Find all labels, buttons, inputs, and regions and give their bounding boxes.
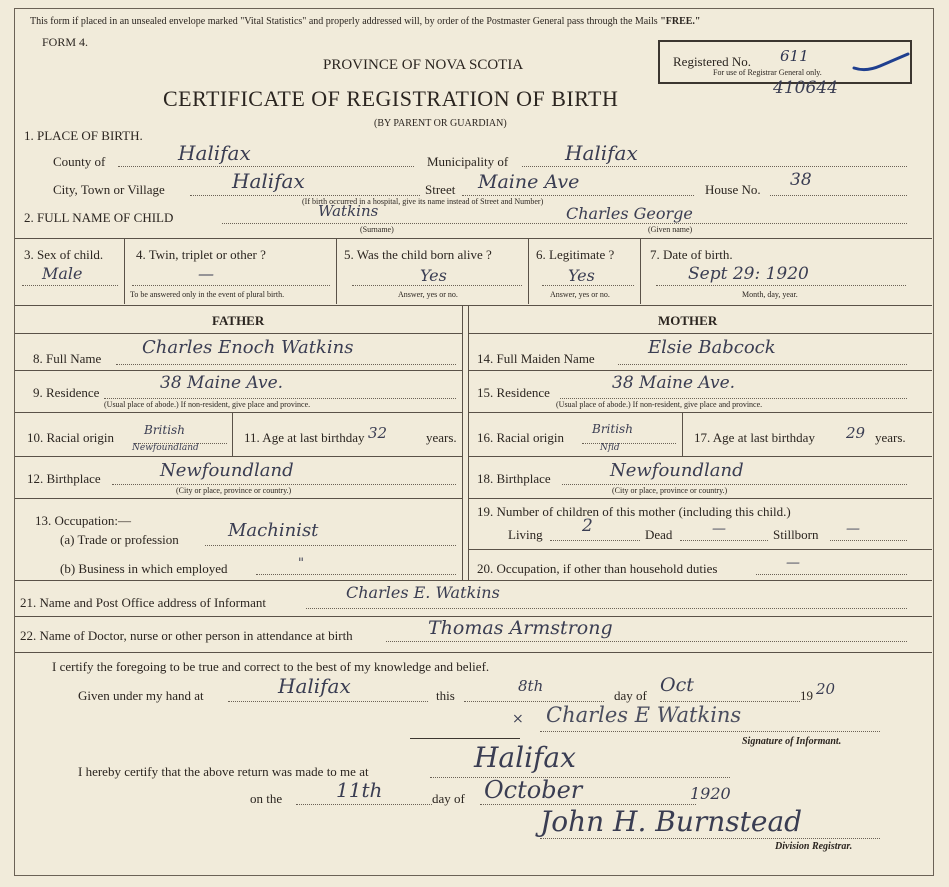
province-heading: PROVINCE OF NOVA SCOTIA: [323, 57, 524, 73]
alive-value: Yes: [420, 266, 447, 285]
street-value: Maine Ave: [478, 171, 580, 193]
municipality-label: Municipality of: [427, 154, 509, 169]
father-age-value: 32: [368, 424, 388, 442]
subtitle: (BY PARENT OR GUARDIAN): [374, 118, 507, 129]
county-label: County of: [53, 154, 106, 169]
stamp-number: 410644: [773, 78, 838, 98]
mother-name-value: Elsie Babcock: [648, 337, 776, 358]
given-day: 8th: [518, 677, 544, 695]
father-race-label: 10. Racial origin: [27, 430, 115, 445]
mother-age-value: 29: [846, 424, 866, 442]
child-name-label: 2. FULL NAME OF CHILD: [24, 210, 174, 225]
registrar-caption: Division Registrar.: [775, 841, 853, 852]
given-year: 20: [816, 680, 836, 698]
father-occupation-label: 13. Occupation:—: [35, 513, 132, 528]
father-business-value: ": [298, 556, 304, 571]
mother-residence-note: (Usual place of abode.) If non-resident, give place and province.: [556, 400, 763, 409]
date-label: 7. Date of birth.: [650, 247, 733, 262]
registrar-month: October: [484, 776, 583, 804]
mother-years: years.: [875, 430, 906, 445]
page-title: CERTIFICATE OF REGISTRATION OF BIRTH: [163, 86, 619, 111]
father-birthplace-label: 12. Birthplace: [27, 471, 101, 486]
surname-caption: (Surname): [360, 225, 394, 234]
father-birthplace-value: Newfoundland: [160, 460, 294, 481]
house-label: House No.: [705, 182, 761, 197]
father-residence-note: (Usual place of abode.) If non-resident, give place and province.: [104, 400, 311, 409]
dead-label: Dead: [645, 527, 673, 542]
signature-mark: ×: [512, 711, 524, 727]
registrar-day-of-label: day of: [432, 791, 465, 806]
registrar-signature: John H. Burnstead: [540, 805, 803, 838]
given-caption: (Given name): [648, 225, 693, 234]
father-name-label: 8. Full Name: [33, 351, 102, 366]
on-the-label: on the: [250, 791, 283, 806]
place-of-birth-heading: 1. PLACE OF BIRTH.: [24, 128, 143, 143]
mother-birthplace-value: Newfoundland: [610, 460, 744, 481]
child-given-name: Charles George: [566, 204, 693, 223]
date-note: Month, day, year.: [742, 290, 798, 299]
mother-occupation-label: 20. Occupation, if other than household duties: [477, 561, 718, 576]
year-prefix: 19: [800, 688, 813, 703]
this-label: this: [436, 688, 455, 703]
hospital-note: (If birth occurred in a hospital, give its name instead of Street and Number): [302, 197, 544, 206]
informant-label: 21. Name and Post Office address of Informant: [20, 595, 266, 610]
father-race-sub: Newfoundland: [132, 443, 199, 453]
father-trade-label: (a) Trade or profession: [60, 532, 179, 547]
check-mark-icon: [850, 50, 912, 74]
registered-label: Registered No.: [673, 54, 751, 69]
municipality-value: Halifax: [565, 141, 638, 165]
child-surname: Watkins: [318, 202, 379, 220]
stillborn-value: —: [846, 521, 860, 537]
living-value: 2: [582, 516, 593, 536]
given-month: Oct: [660, 674, 694, 696]
registrar-year: 1920: [690, 784, 731, 803]
mother-children-label: 19. Number of children of this mother (including this child.): [477, 504, 791, 519]
registered-value: 611: [780, 47, 809, 65]
mother-birthplace-label: 18. Birthplace: [477, 471, 551, 486]
father-age-label: 11. Age at last birthday: [244, 430, 365, 445]
doctor-label: 22. Name of Doctor, nurse or other person in attendance at birth: [20, 628, 353, 643]
county-value: Halifax: [178, 141, 251, 165]
given-place: Halifax: [278, 674, 351, 698]
mother-occupation-value: —: [786, 555, 800, 571]
informant-signature: Charles E Watkins: [546, 703, 742, 727]
mother-residence-label: 15. Residence: [477, 385, 550, 400]
alive-label: 5. Was the child born alive ?: [344, 247, 492, 262]
mother-race-value: British: [592, 422, 633, 436]
street-label: Street: [425, 182, 456, 197]
mother-heading: MOTHER: [658, 313, 718, 328]
living-label: Living: [508, 527, 543, 542]
dead-value: —: [712, 521, 726, 537]
father-residence-label: 9. Residence: [33, 385, 100, 400]
stillborn-label: Stillborn: [773, 527, 819, 542]
signature-caption: Signature of Informant.: [742, 736, 842, 747]
legitimate-value: Yes: [568, 266, 595, 285]
sex-value: Male: [42, 264, 83, 283]
mother-residence-value: 38 Maine Ave.: [612, 373, 736, 393]
mother-name-label: 14. Full Maiden Name: [477, 351, 595, 366]
father-trade-value: Machinist: [228, 520, 319, 541]
mother-age-label: 17. Age at last birthday: [694, 430, 815, 445]
date-value: Sept 29: 1920: [688, 264, 809, 284]
registrar-place: Halifax: [474, 741, 576, 774]
postal-notice: This form if placed in an unsealed envelope marked "Vital Statistics" and properly addressed will, by order of the Postmaster General pass through the Mails "FREE.": [30, 16, 701, 27]
mother-race-sub: Nfld: [600, 443, 620, 453]
doctor-value: Thomas Armstrong: [428, 617, 613, 639]
mother-race-label: 16. Racial origin: [477, 430, 565, 445]
twin-value: —: [198, 264, 214, 283]
registrar-text: I hereby certify that the above return was made to me at: [78, 764, 369, 779]
twin-label: 4. Twin, triplet or other ?: [136, 247, 266, 262]
form-number: FORM 4.: [42, 35, 89, 49]
house-value: 38: [790, 170, 812, 190]
registered-note: For use of Registrar General only.: [713, 68, 822, 77]
given-label: Given under my hand at: [78, 688, 204, 703]
father-birthplace-note: (City or place, province or country.): [176, 486, 292, 495]
father-name-value: Charles Enoch Watkins: [142, 337, 354, 358]
day-of-label: day of: [614, 688, 647, 703]
city-label: City, Town or Village: [53, 182, 165, 197]
twin-note: To be answered only in the event of plural birth.: [130, 290, 285, 299]
father-heading: FATHER: [212, 313, 265, 328]
father-business-label: (b) Business in which employed: [60, 561, 228, 576]
legitimate-note: Answer, yes or no.: [550, 290, 610, 299]
sex-label: 3. Sex of child.: [24, 247, 104, 262]
alive-note: Answer, yes or no.: [398, 290, 458, 299]
father-residence-value: 38 Maine Ave.: [160, 373, 284, 393]
informant-value: Charles E. Watkins: [346, 583, 500, 602]
father-years: years.: [426, 430, 457, 445]
city-value: Halifax: [232, 169, 305, 193]
mother-birthplace-note: (City or place, province or country.): [612, 486, 728, 495]
registrar-day: 11th: [336, 778, 383, 802]
legitimate-label: 6. Legitimate ?: [536, 247, 615, 262]
certify-text: I certify the foregoing to be true and correct to the best of my knowledge and belief.: [52, 659, 490, 674]
father-race-value: British: [144, 423, 185, 437]
